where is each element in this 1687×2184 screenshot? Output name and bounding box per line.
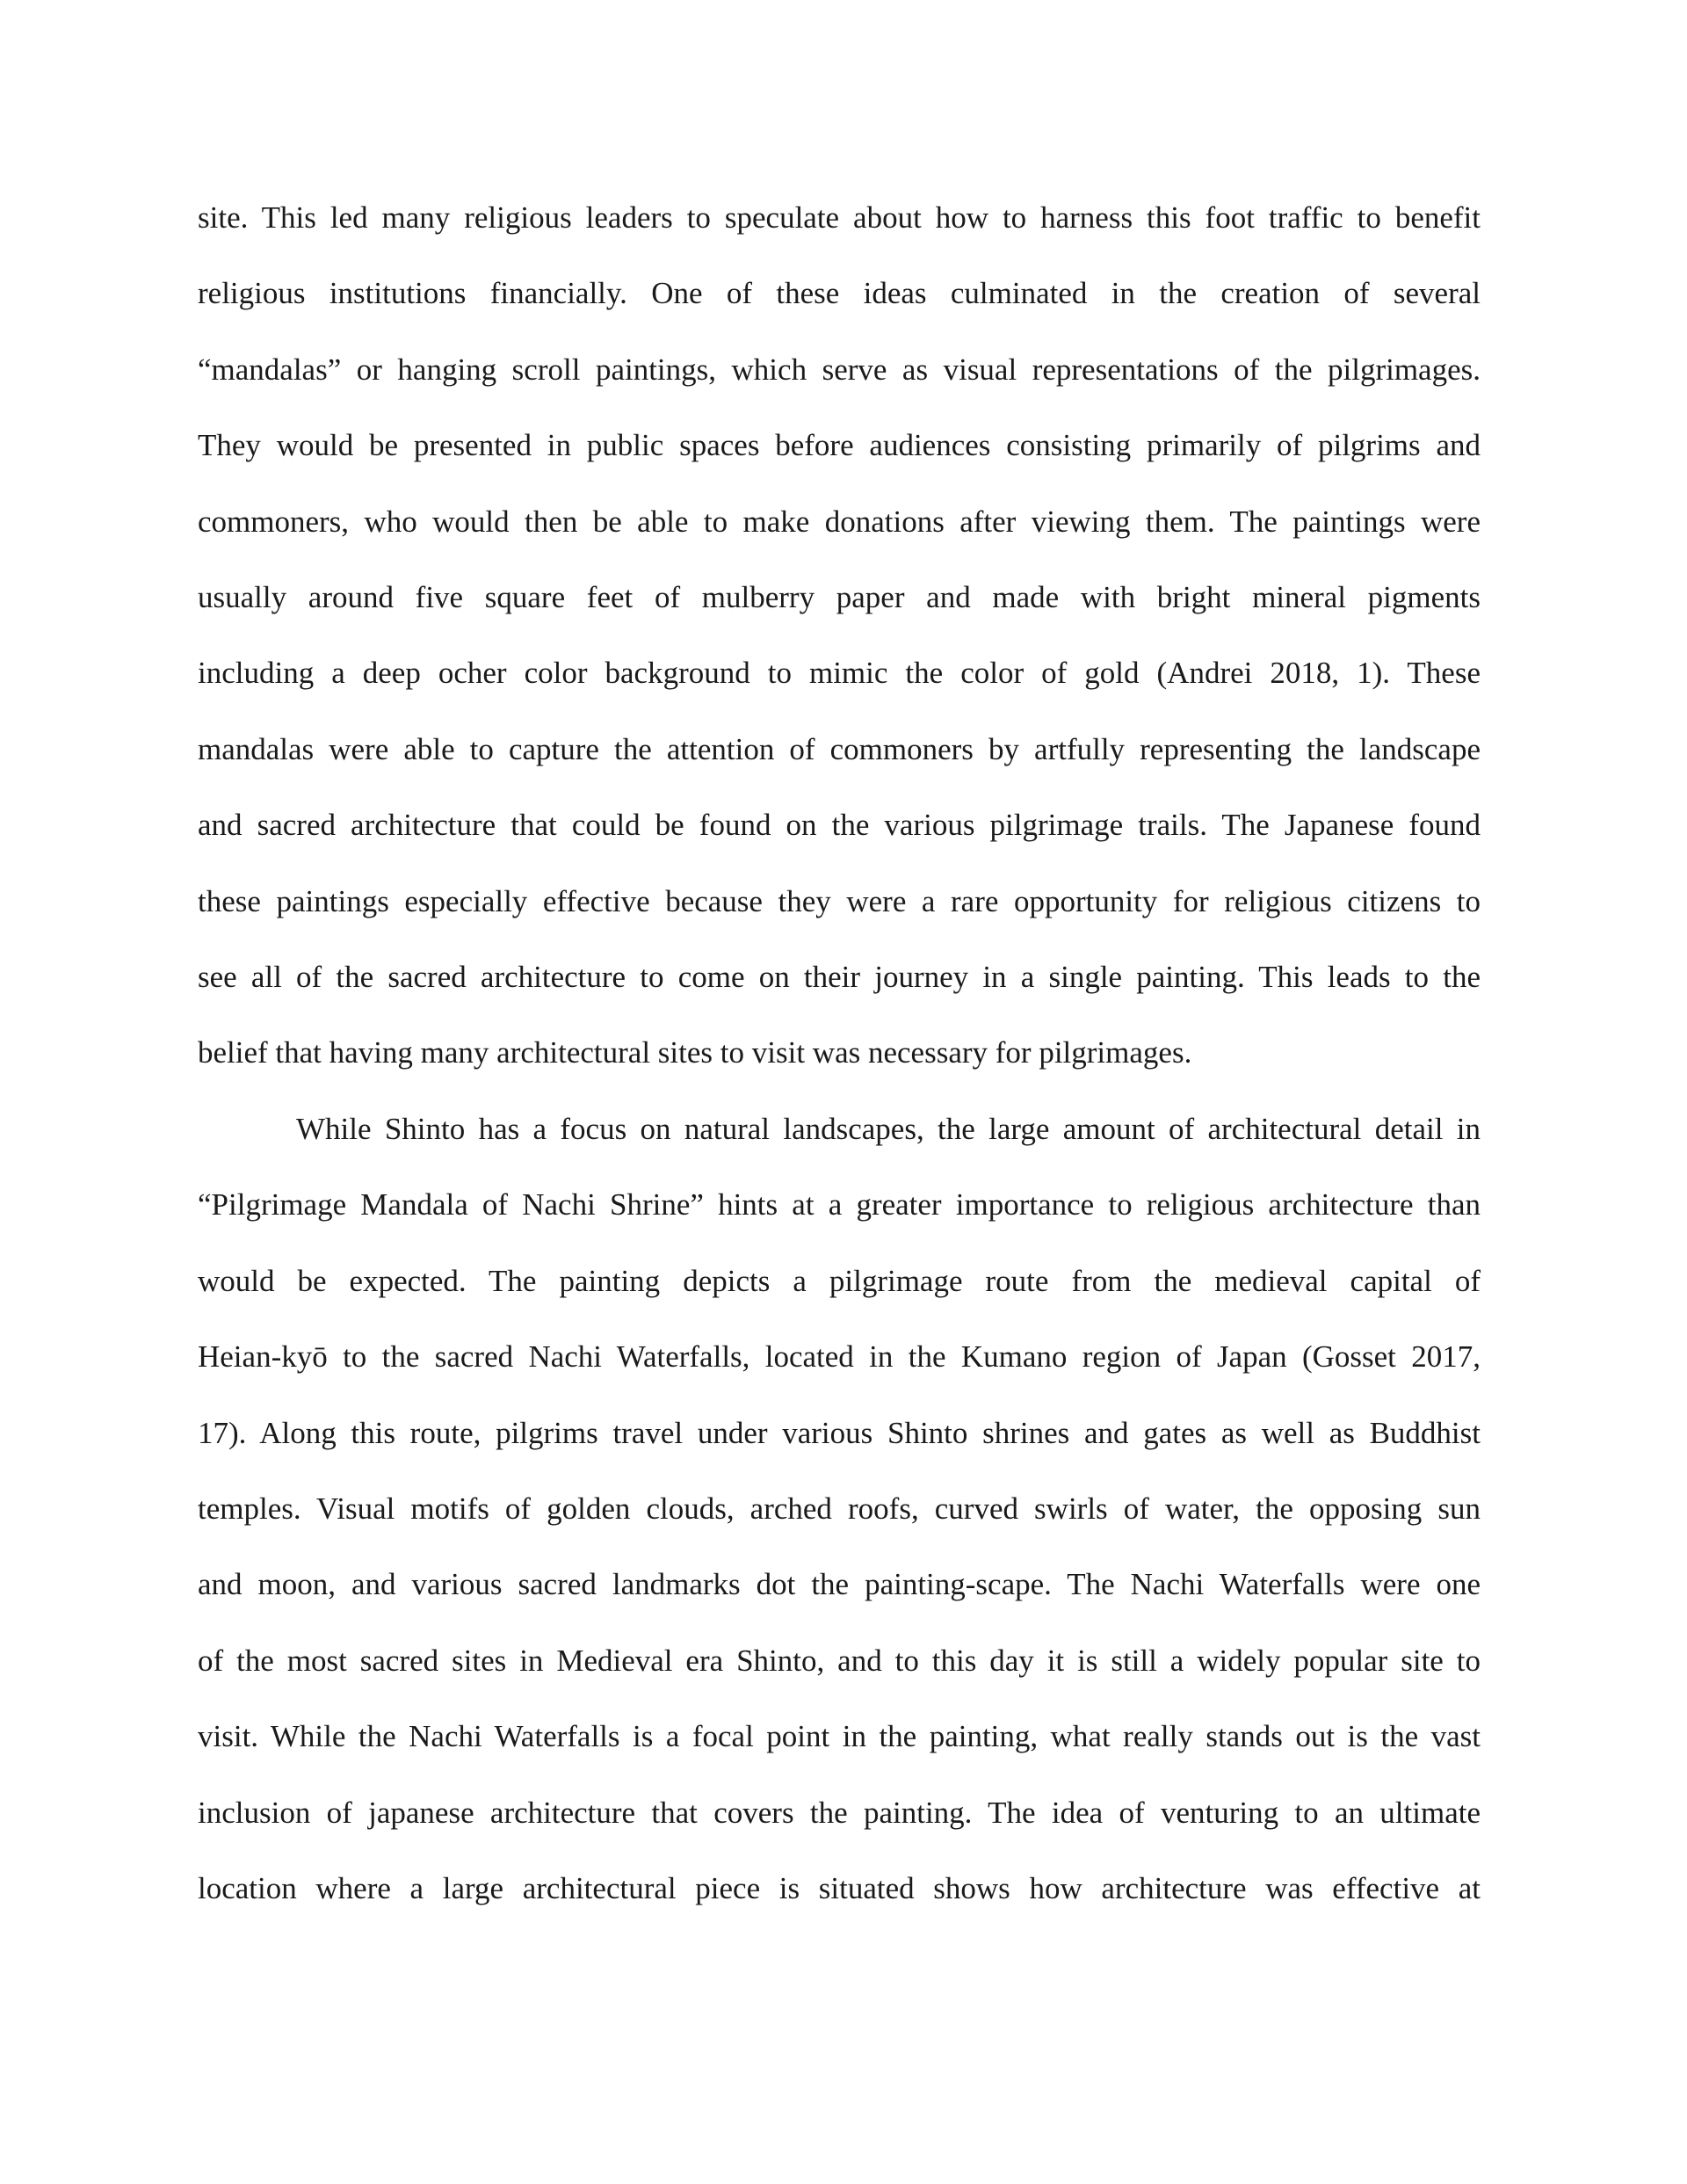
text-line: visit. While the Nachi Waterfalls is a focal point in the painting, what really stands out is the vast (198, 1719, 1481, 1754)
text-line: They would be presented in public spaces before audiences consisting primarily of pilgrims and (198, 428, 1481, 463)
text-line: religious institutions financially. One of these ideas culminated in the creation of several (198, 276, 1481, 311)
text-line: of the most sacred sites in Medieval era Shinto, and to this day it is still a widely popular site to (198, 1643, 1481, 1678)
text-line: usually around five square feet of mulberry paper and made with bright mineral pigments (198, 579, 1481, 614)
text-line: location where a large architectural piece is situated shows how architecture was effective at (198, 1870, 1481, 1905)
text-line: commoners, who would then be able to make donations after viewing them. The paintings were (198, 504, 1481, 539)
text-line: mandalas were able to capture the attention of commoners by artfully representing the landscape (198, 731, 1481, 766)
paragraph-1 (198, 180, 1481, 1092)
text-line: belief that having many architectural sites to visit was necessary for pilgrimages. (198, 1035, 1192, 1070)
text-line: and moon, and various sacred landmarks dot the painting-scape. The Nachi Waterfalls were one (198, 1567, 1481, 1602)
text-line: would be expected. The painting depicts a pilgrimage route from the medieval capital of (198, 1263, 1481, 1298)
text-line: and sacred architecture that could be found on the various pilgrimage trails. The Japanese found (198, 808, 1481, 843)
text-line: “Pilgrimage Mandala of Nachi Shrine” hints at a greater importance to religious architecture than (198, 1187, 1481, 1223)
text-line: Heian-kyō to the sacred Nachi Waterfalls, located in the Kumano region of Japan (Gosset 2017, (198, 1339, 1481, 1375)
text-line: 17). Along this route, pilgrims travel under various Shinto shrines and gates as well as Buddhist (198, 1415, 1481, 1450)
text-line: “mandalas” or hanging scroll paintings, which serve as visual representations of the pilgrimages. (198, 352, 1481, 387)
text-line: site. This led many religious leaders to speculate about how to harness this foot traffic to benefit (198, 200, 1481, 235)
text-line: inclusion of japanese architecture that covers the painting. The idea of venturing to an ultimate (198, 1795, 1481, 1830)
text-line: temples. Visual motifs of golden clouds, arched roofs, curved swirls of water, the opposing sun (198, 1491, 1481, 1526)
text-line: including a deep ocher color background to mimic the color of gold (Andrei 2018, 1). These (198, 656, 1481, 691)
text-line: these paintings especially effective because they were a rare opportunity for religious citizens to (198, 883, 1481, 918)
paragraph-2 (198, 1092, 1481, 1926)
text-line: see all of the sacred architecture to come on their journey in a single painting. This leads to the (198, 959, 1481, 994)
text-line-indented: While Shinto has a focus on natural landscapes, the large amount of architectural detail in (296, 1112, 1481, 1146)
